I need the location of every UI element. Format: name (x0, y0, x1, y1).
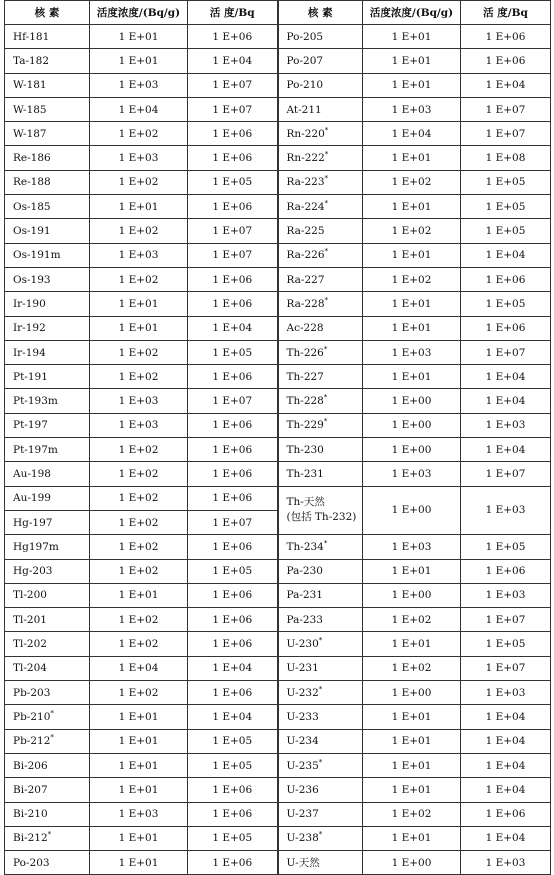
concentration-cell: 1 E+01 (363, 73, 461, 97)
header-nuclide-right: 核 素 (278, 1, 363, 25)
activity-cell: 1 E+06 (188, 681, 278, 705)
footnote-marker: * (47, 830, 52, 839)
table-row (5, 851, 551, 875)
concentration-cell: 1 E+01 (90, 753, 188, 777)
activity-cell: 1 E+04 (461, 389, 551, 413)
activity-cell: 1 E+04 (461, 753, 551, 777)
nuclide-cell: Tl-204 (5, 656, 90, 680)
concentration-cell: 1 E+01 (363, 243, 461, 267)
nuclide-cell: Rn-222* (278, 146, 363, 170)
activity-cell: 1 E+04 (461, 365, 551, 389)
concentration-cell: 1 E+02 (90, 510, 188, 534)
nuclide-cell: Po-203 (5, 851, 90, 875)
footnote-marker: * (324, 174, 328, 183)
activity-cell: 1 E+05 (188, 826, 278, 850)
activity-cell: 1 E+06 (461, 802, 551, 826)
activity-cell: 1 E+04 (461, 243, 551, 267)
concentration-cell: 1 E+01 (90, 195, 188, 219)
concentration-cell: 1 E+01 (363, 729, 461, 753)
concentration-cell: 1 E+00 (363, 681, 461, 705)
table-row (5, 170, 551, 194)
concentration-cell: 1 E+01 (363, 778, 461, 802)
concentration-cell: 1 E+04 (90, 656, 188, 680)
concentration-cell: 1 E+00 (363, 389, 461, 413)
table-body (5, 25, 551, 875)
concentration-cell: 1 E+03 (90, 146, 188, 170)
nuclide-cell: Po-210 (278, 73, 363, 97)
header-conc-right: 活度浓度/(Bq/g) (363, 1, 461, 25)
activity-cell: 1 E+03 (461, 486, 551, 535)
concentration-cell: 1 E+02 (90, 608, 188, 632)
nuclide-cell: U-234 (278, 729, 363, 753)
nuclide-cell: Ra-225 (278, 219, 363, 243)
concentration-cell: 1 E+01 (90, 826, 188, 850)
nuclide-cell: Po-205 (278, 25, 363, 49)
concentration-cell: 1 E+03 (363, 462, 461, 486)
nuclide-cell: Th-231 (278, 462, 363, 486)
nuclide-cell: Tl-201 (5, 608, 90, 632)
activity-cell: 1 E+03 (461, 681, 551, 705)
table-row (5, 316, 551, 340)
nuclide-note: (包括 Th-232) (286, 511, 357, 524)
concentration-cell: 1 E+01 (90, 705, 188, 729)
activity-cell: 1 E+07 (461, 97, 551, 121)
concentration-cell: 1 E+02 (363, 170, 461, 194)
document-page (4, 0, 550, 875)
activity-cell: 1 E+06 (188, 365, 278, 389)
nuclide-cell: Bi-207 (5, 778, 90, 802)
concentration-cell: 1 E+00 (363, 583, 461, 607)
nuclide-cell: Th-228* (278, 389, 363, 413)
activity-cell: 1 E+07 (188, 97, 278, 121)
table-row (5, 243, 551, 267)
nuclide-cell: Th-229* (278, 413, 363, 437)
activity-cell: 1 E+03 (461, 583, 551, 607)
activity-cell: 1 E+05 (461, 535, 551, 559)
activity-cell: 1 E+07 (188, 243, 278, 267)
concentration-cell: 1 E+01 (363, 316, 461, 340)
table-row (5, 195, 551, 219)
table-header-row (5, 1, 551, 25)
nuclide-cell: Re-186 (5, 146, 90, 170)
nuclide-cell: Bi-206 (5, 753, 90, 777)
activity-cell: 1 E+06 (188, 462, 278, 486)
activity-cell: 1 E+08 (461, 146, 551, 170)
nuclide-cell: Pa-233 (278, 608, 363, 632)
activity-cell: 1 E+06 (188, 25, 278, 49)
nuclide-cell: U-237 (278, 802, 363, 826)
nuclide-cell: Th-227 (278, 365, 363, 389)
nuclide-cell: U-230* (278, 632, 363, 656)
activity-cell: 1 E+05 (461, 632, 551, 656)
activity-cell: 1 E+04 (461, 73, 551, 97)
table-row (5, 656, 551, 680)
nuclide-cell: Hg-203 (5, 559, 90, 583)
concentration-cell: 1 E+01 (363, 826, 461, 850)
activity-cell: 1 E+06 (188, 195, 278, 219)
activity-cell: 1 E+07 (461, 462, 551, 486)
table-row (5, 413, 551, 437)
nuclide-cell: Hg197m (5, 535, 90, 559)
table-row (5, 681, 551, 705)
nuclide-cell: Pb-210* (5, 705, 90, 729)
activity-cell: 1 E+06 (461, 49, 551, 73)
concentration-cell: 1 E+01 (90, 851, 188, 875)
table-row (5, 486, 551, 510)
table-row (5, 826, 551, 850)
activity-cell: 1 E+06 (188, 146, 278, 170)
activity-cell: 1 E+06 (188, 802, 278, 826)
activity-cell: 1 E+06 (188, 608, 278, 632)
footnote-marker: * (318, 758, 323, 767)
activity-cell: 1 E+04 (461, 826, 551, 850)
concentration-cell: 1 E+02 (90, 340, 188, 364)
nuclide-cell: Au-198 (5, 462, 90, 486)
nuclide-cell: Ra-227 (278, 267, 363, 291)
activity-cell: 1 E+06 (188, 535, 278, 559)
concentration-cell: 1 E+03 (90, 243, 188, 267)
activity-cell: 1 E+04 (188, 705, 278, 729)
concentration-cell: 1 E+01 (90, 778, 188, 802)
nuclide-cell: U-238* (278, 826, 363, 850)
concentration-cell: 1 E+02 (363, 219, 461, 243)
activity-cell: 1 E+05 (188, 340, 278, 364)
concentration-cell: 1 E+03 (90, 802, 188, 826)
nuclide-cell: Tl-202 (5, 632, 90, 656)
activity-cell: 1 E+04 (461, 778, 551, 802)
concentration-cell: 1 E+01 (90, 583, 188, 607)
concentration-cell: 1 E+01 (363, 753, 461, 777)
concentration-cell: 1 E+02 (363, 608, 461, 632)
concentration-cell: 1 E+02 (90, 559, 188, 583)
concentration-cell: 1 E+03 (363, 535, 461, 559)
nuclide-cell: Th-234* (278, 535, 363, 559)
table-row (5, 49, 551, 73)
footnote-marker: * (323, 393, 328, 402)
activity-cell: 1 E+05 (461, 195, 551, 219)
activity-cell: 1 E+06 (188, 486, 278, 510)
concentration-cell: 1 E+01 (363, 292, 461, 316)
concentration-cell: 1 E+03 (363, 340, 461, 364)
footnote-marker: * (323, 345, 328, 353)
concentration-cell: 1 E+00 (363, 851, 461, 875)
table-row (5, 559, 551, 583)
nuclide-table (4, 0, 551, 875)
table-row (5, 438, 551, 462)
table-row (5, 462, 551, 486)
table-row (5, 608, 551, 632)
table-row (5, 97, 551, 121)
concentration-cell: 1 E+01 (90, 316, 188, 340)
footnote-marker: * (318, 685, 323, 694)
activity-cell: 1 E+06 (188, 851, 278, 875)
footnote-marker: * (50, 709, 54, 718)
activity-cell: 1 E+04 (188, 316, 278, 340)
concentration-cell: 1 E+03 (90, 389, 188, 413)
concentration-cell: 1 E+04 (363, 122, 461, 146)
table-row (5, 340, 551, 364)
nuclide-name: Th-天然 (286, 496, 325, 509)
concentration-cell: 1 E+02 (90, 535, 188, 559)
activity-cell: 1 E+06 (461, 25, 551, 49)
activity-cell: 1 E+06 (188, 267, 278, 291)
footnote-marker: * (324, 126, 329, 135)
concentration-cell: 1 E+02 (363, 267, 461, 291)
table-row (5, 122, 551, 146)
footnote-marker: * (324, 150, 329, 159)
header-act-left: 活 度/Bq (188, 1, 278, 25)
concentration-cell: 1 E+02 (90, 122, 188, 146)
concentration-cell: 1 E+00 (363, 486, 461, 535)
activity-cell: 1 E+06 (188, 292, 278, 316)
header-act-right: 活 度/Bq (461, 1, 551, 25)
activity-cell: 1 E+04 (461, 729, 551, 753)
activity-cell: 1 E+03 (461, 413, 551, 437)
concentration-cell: 1 E+02 (90, 267, 188, 291)
concentration-cell: 1 E+04 (90, 97, 188, 121)
activity-cell: 1 E+06 (461, 316, 551, 340)
activity-cell: 1 E+04 (188, 49, 278, 73)
nuclide-cell: Rn-220* (278, 122, 363, 146)
activity-cell: 1 E+07 (188, 389, 278, 413)
nuclide-cell: Os-191 (5, 219, 90, 243)
activity-cell: 1 E+05 (188, 729, 278, 753)
table-row (5, 365, 551, 389)
table-row (5, 583, 551, 607)
activity-cell: 1 E+06 (188, 778, 278, 802)
footnote-marker: * (323, 539, 328, 548)
nuclide-cell: Po-207 (278, 49, 363, 73)
activity-cell: 1 E+07 (461, 608, 551, 632)
concentration-cell: 1 E+01 (363, 705, 461, 729)
concentration-cell: 1 E+01 (363, 146, 461, 170)
concentration-cell: 1 E+02 (90, 170, 188, 194)
nuclide-cell: Re-188 (5, 170, 90, 194)
table-row (5, 705, 551, 729)
nuclide-cell: Ir-194 (5, 340, 90, 364)
table-row (5, 267, 551, 291)
nuclide-cell: Ra-223* (278, 170, 363, 194)
activity-cell: 1 E+05 (461, 292, 551, 316)
table-row (5, 73, 551, 97)
concentration-cell: 1 E+01 (363, 25, 461, 49)
activity-cell: 1 E+06 (188, 438, 278, 462)
nuclide-cell: U-233 (278, 705, 363, 729)
concentration-cell: 1 E+01 (363, 195, 461, 219)
nuclide-cell: Pt-193m (5, 389, 90, 413)
activity-cell: 1 E+07 (188, 219, 278, 243)
activity-cell: 1 E+03 (461, 851, 551, 875)
nuclide-cell: Bi-212* (5, 826, 90, 850)
nuclide-cell: Ra-226* (278, 243, 363, 267)
concentration-cell: 1 E+02 (90, 632, 188, 656)
activity-cell: 1 E+07 (188, 73, 278, 97)
table-row (5, 778, 551, 802)
nuclide-cell: Ra-224* (278, 195, 363, 219)
nuclide-cell: U-232* (278, 681, 363, 705)
activity-cell: 1 E+04 (461, 438, 551, 462)
nuclide-cell: W-187 (5, 122, 90, 146)
concentration-cell: 1 E+02 (90, 438, 188, 462)
nuclide-cell: Pt-191 (5, 365, 90, 389)
nuclide-cell: Ta-182 (5, 49, 90, 73)
nuclide-cell: Os-185 (5, 195, 90, 219)
activity-cell: 1 E+06 (188, 632, 278, 656)
footnote-marker: * (323, 417, 328, 426)
concentration-cell: 1 E+02 (90, 219, 188, 243)
activity-cell: 1 E+05 (188, 753, 278, 777)
nuclide-cell: Ir-190 (5, 292, 90, 316)
concentration-cell: 1 E+01 (90, 49, 188, 73)
nuclide-cell: W-185 (5, 97, 90, 121)
nuclide-cell: U-236 (278, 778, 363, 802)
header-nuclide-left: 核 素 (5, 1, 90, 25)
table-row (5, 729, 551, 753)
concentration-cell: 1 E+01 (363, 49, 461, 73)
nuclide-cell: At-211 (278, 97, 363, 121)
footnote-marker: * (318, 636, 323, 645)
activity-cell: 1 E+05 (461, 219, 551, 243)
activity-cell: 1 E+06 (461, 559, 551, 583)
concentration-cell: 1 E+01 (363, 365, 461, 389)
nuclide-cell (278, 486, 363, 535)
concentration-cell: 1 E+01 (363, 559, 461, 583)
concentration-cell: 1 E+02 (90, 462, 188, 486)
footnote-marker: * (318, 830, 323, 839)
activity-cell: 1 E+07 (461, 656, 551, 680)
nuclide-cell: U-235* (278, 753, 363, 777)
concentration-cell: 1 E+01 (363, 632, 461, 656)
footnote-marker: * (324, 199, 328, 208)
concentration-cell: 1 E+03 (363, 97, 461, 121)
activity-cell: 1 E+05 (188, 170, 278, 194)
table-row (5, 292, 551, 316)
concentration-cell: 1 E+00 (363, 438, 461, 462)
nuclide-cell: Bi-210 (5, 802, 90, 826)
activity-cell: 1 E+05 (461, 170, 551, 194)
header-conc-left: 活度浓度/(Bq/g) (90, 1, 188, 25)
nuclide-cell: W-181 (5, 73, 90, 97)
concentration-cell: 1 E+01 (90, 729, 188, 753)
activity-cell: 1 E+06 (188, 583, 278, 607)
table-row (5, 535, 551, 559)
concentration-cell: 1 E+02 (363, 656, 461, 680)
activity-cell: 1 E+06 (188, 413, 278, 437)
concentration-cell: 1 E+02 (363, 802, 461, 826)
table-row (5, 802, 551, 826)
nuclide-cell: Os-191m (5, 243, 90, 267)
nuclide-cell: Pt-197m (5, 438, 90, 462)
nuclide-cell: Pa-231 (278, 583, 363, 607)
concentration-cell: 1 E+00 (363, 413, 461, 437)
activity-cell: 1 E+04 (461, 705, 551, 729)
footnote-marker: * (324, 247, 328, 256)
nuclide-cell: Ra-228* (278, 292, 363, 316)
concentration-cell: 1 E+02 (90, 365, 188, 389)
nuclide-cell: Hg-197 (5, 510, 90, 534)
table-row (5, 632, 551, 656)
concentration-cell: 1 E+02 (90, 681, 188, 705)
footnote-marker: * (50, 733, 54, 742)
table-row (5, 25, 551, 49)
nuclide-cell: Au-199 (5, 486, 90, 510)
nuclide-cell: Pb-212* (5, 729, 90, 753)
concentration-cell: 1 E+02 (90, 486, 188, 510)
activity-cell: 1 E+04 (188, 656, 278, 680)
concentration-cell: 1 E+03 (90, 413, 188, 437)
nuclide-cell: Pt-197 (5, 413, 90, 437)
nuclide-cell: Pa-230 (278, 559, 363, 583)
activity-cell: 1 E+07 (188, 510, 278, 534)
table-row (5, 219, 551, 243)
activity-cell: 1 E+05 (188, 559, 278, 583)
concentration-cell: 1 E+01 (90, 25, 188, 49)
concentration-cell: 1 E+03 (90, 73, 188, 97)
activity-cell: 1 E+06 (461, 267, 551, 291)
concentration-cell: 1 E+01 (90, 292, 188, 316)
nuclide-cell: Os-193 (5, 267, 90, 291)
nuclide-cell: U-231 (278, 656, 363, 680)
nuclide-cell: Ac-228 (278, 316, 363, 340)
nuclide-cell: Th-226* (278, 340, 363, 364)
nuclide-cell: Tl-200 (5, 583, 90, 607)
table-row (5, 753, 551, 777)
footnote-marker: * (324, 296, 328, 305)
nuclide-cell: Ir-192 (5, 316, 90, 340)
nuclide-cell: Hf-181 (5, 25, 90, 49)
activity-cell: 1 E+07 (461, 340, 551, 364)
nuclide-cell: U-天然 (278, 851, 363, 875)
activity-cell: 1 E+06 (188, 122, 278, 146)
nuclide-cell: Pb-203 (5, 681, 90, 705)
nuclide-cell: Th-230 (278, 438, 363, 462)
table-row (5, 389, 551, 413)
activity-cell: 1 E+07 (461, 122, 551, 146)
table-row (5, 146, 551, 170)
